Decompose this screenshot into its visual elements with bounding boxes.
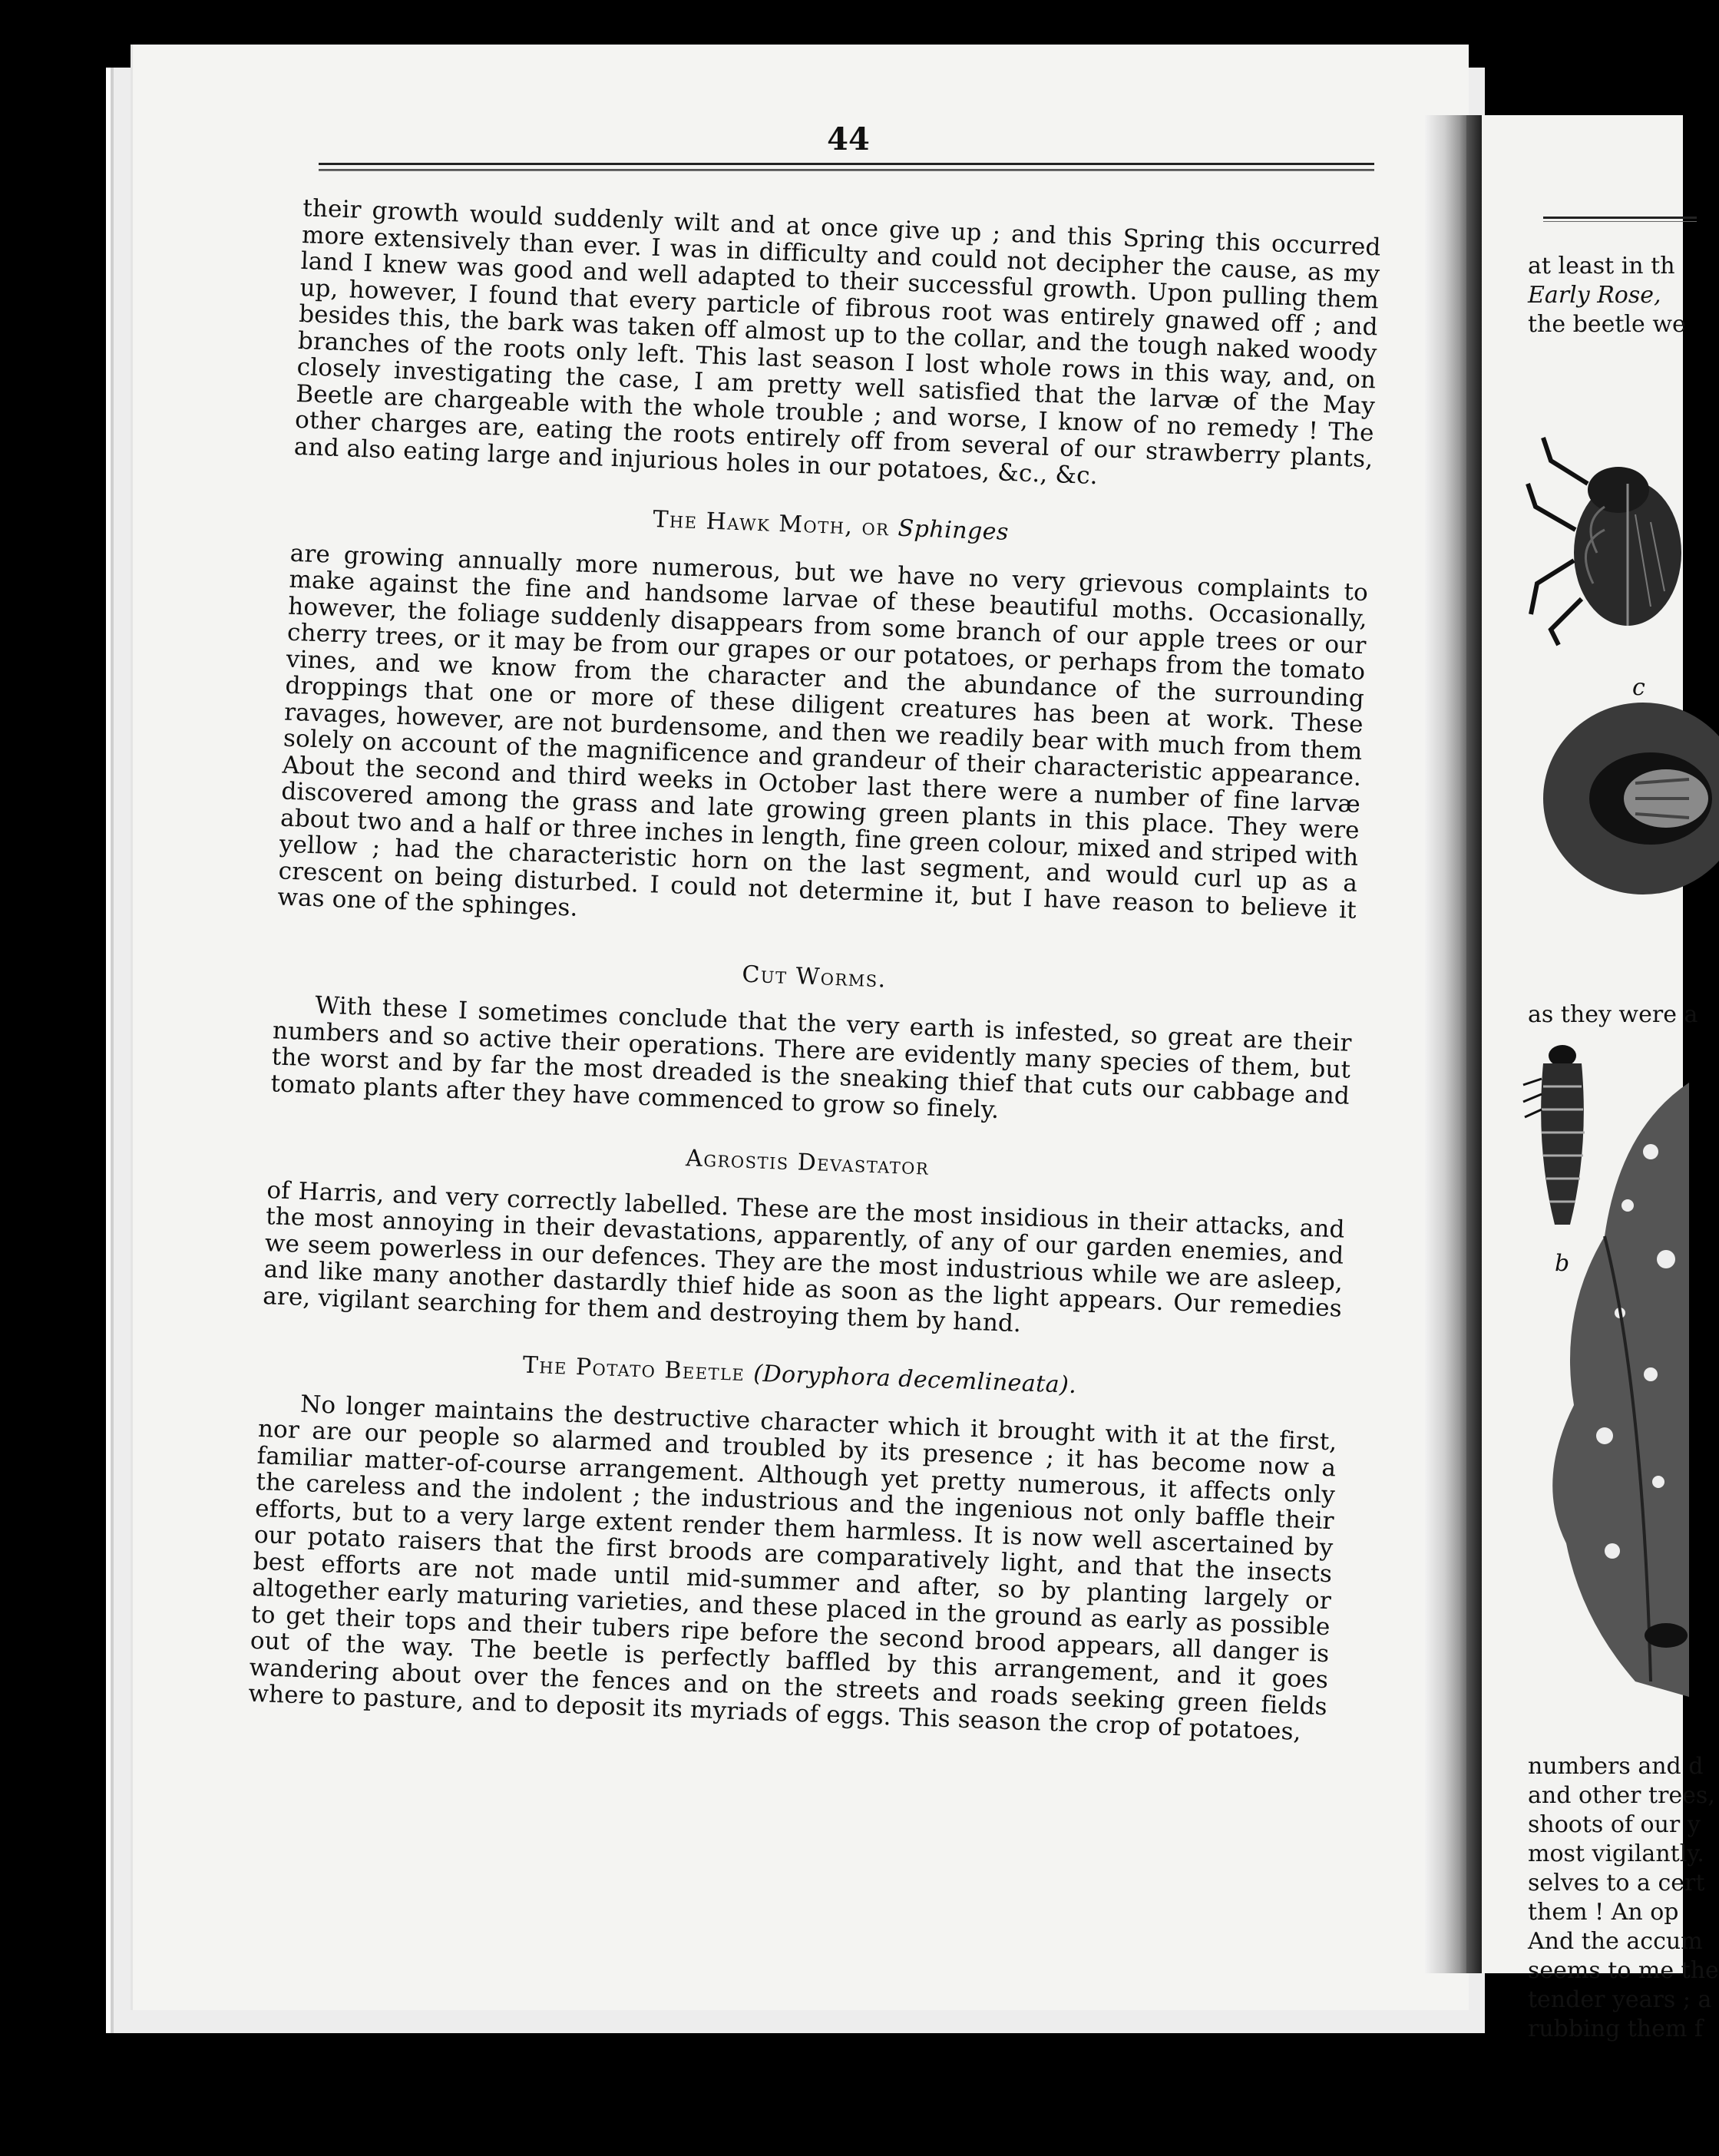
heading-agrostis-text: Agrostis Devastator — [685, 1145, 930, 1181]
right-line-b2: and other trees, — [1528, 1782, 1715, 1809]
header-rule — [319, 163, 1374, 170]
leaf-figure — [1528, 1083, 1689, 1697]
potato-beetle-paragraph: No longer maintains the destructive character which it brought with it at the first, nor are our people so alarmed and troubled by its presence ; it has become now a familiar matter-of-course arrangement. Although yet pretty numerous, it affects only the careless and the indolent ; the industrious and the ingenious not only baffle their efforts, but to a very large extent render them harmless. It is now well ascertained by our potato raisers that the first broods are comparatively light, and that the insects best efforts are not made until mid-summer and after, so by planting largely or altogether early maturing varieties, and these placed in the ground as early as possible to get their tops and their tubers ripe before the second brood appears, all danger is out of the way. The beetle is perfectly baffled by this arrangement, and it goes wandering about over the fences and on the streets and roads seeking green fields where to pasture, and to deposit its myriads of eggs. This season the crop of potatoes, — [247, 1390, 1338, 1746]
heading-potato-beetle-text: The Potato Beetle — [522, 1351, 745, 1387]
pupa-figure — [1536, 699, 1689, 898]
fig-label-b: b — [1555, 1250, 1570, 1277]
heading-cut-worms-text: Cut Worms. — [741, 961, 888, 994]
right-line-b6: them ! An op — [1528, 1899, 1679, 1926]
heading-hawk-moth-text: The Hawk Moth, or — [652, 505, 891, 542]
right-line-2: Early Rose, — [1528, 282, 1661, 309]
right-line-b7: And the accum — [1528, 1928, 1703, 1955]
right-line-b4: most vigilantly. — [1528, 1840, 1704, 1867]
left-page-text — [248, 195, 1381, 1747]
right-line-b3: shoots of our y — [1528, 1811, 1701, 1838]
right-page-rule — [1543, 217, 1697, 222]
right-line-b5: selves to a cert — [1528, 1870, 1705, 1896]
gutter-shadow — [1466, 115, 1483, 1973]
fig-label-c: c — [1632, 674, 1645, 701]
right-line-b10: rubbing them f — [1528, 2015, 1703, 2042]
right-line-b8: seems to me the — [1528, 1957, 1719, 1984]
heading-hawk-moth-latin: Sphinges — [897, 514, 1010, 546]
header-rule-thin — [319, 170, 1374, 171]
right-line-b1: numbers and d — [1528, 1753, 1704, 1780]
right-line-b9: tender years ; a — [1528, 1986, 1712, 2013]
right-line-1: at least in th — [1528, 253, 1675, 279]
right-line-3: the beetle we — [1528, 311, 1686, 338]
page-number: 44 — [827, 121, 870, 157]
intro-paragraph: their growth would suddenly wilt and at once give up ; and this Spring this occurred more extensively than ever. I was in difficulty and could not decipher the cause, as my land I knew was good and well adapted to their successful growth. Upon pulling them up, however, I found that every particle of fibrous root was entirely gnawed off ; and besides this, the bark was taken off almost up to the collar, and the tough naked woody branches of the roots only left. This last season I lost whole rows in this way, and, on closely investigating the case, I am pretty well satisfied that the larvæ of the May Beetle are chargeable with the whole trouble ; and worse, I know of no remedy ! The other charges are, eating the roots entirely off from several of our strawberry plants, and also eating large and injurious holes in our potatoes, &c., &c. — [293, 194, 1382, 490]
right-page — [1482, 115, 1719, 2042]
heading-potato-beetle-latin: (Doryphora decemlineata). — [752, 1360, 1078, 1399]
beetle-figure — [1528, 438, 1689, 645]
hawk-moth-paragraph: are growing annually more numerous, but we have no very grievous complaints to make against the fine and handsome larvae of these beautiful moths. Occasionally, however, the foliage suddenly disappears from some branch of our apple trees or our cherry trees, or it may be from our grapes or our potatoes, or perhaps from the tomato vines, and we know from the character and the abundance of the surrounding droppings that one or more of these diligent creatures has been at work. These ravages, however, are not burdensome, and then we readily bear with much from them solely on account of the magnificence and grandeur of their characteristic appearance. About the second and third weeks in October last there were a number of fine larvæ discovered among the grass and late growing green plants in this place. They were about two and a half or three inches in length, fine green colour, mixed and striped with yellow ; had the characteristic horn on the last segment, and would curl up as a crescent on being disturbed. I could not determine it, but I have reason to believe it was one of the sphinges. — [276, 539, 1369, 924]
agrostis-paragraph: of Harris, and very correctly labelled. These are the most insidious in their attacks, and the most annoying in their devastations, apparently, of any of our garden enemies, and we seem powerless in our defences. They are the most industrious while we are asleep, and like many another dastardly thief hide as soon as the light appears. Our remedies are, vigilant searching for them and destroying them by hand. — [262, 1176, 1346, 1338]
right-caption-mid: as they were a — [1528, 1001, 1698, 1028]
cut-worms-paragraph: With these I sometimes conclude that the very earth is infested, so great are their numbers and so active their operations. There are evidently many species of them, but the worst and by far the most dreaded is the sneaking thief that cuts our cabbage and tomato plants after they have commenced to grow so finely. — [269, 991, 1353, 1124]
